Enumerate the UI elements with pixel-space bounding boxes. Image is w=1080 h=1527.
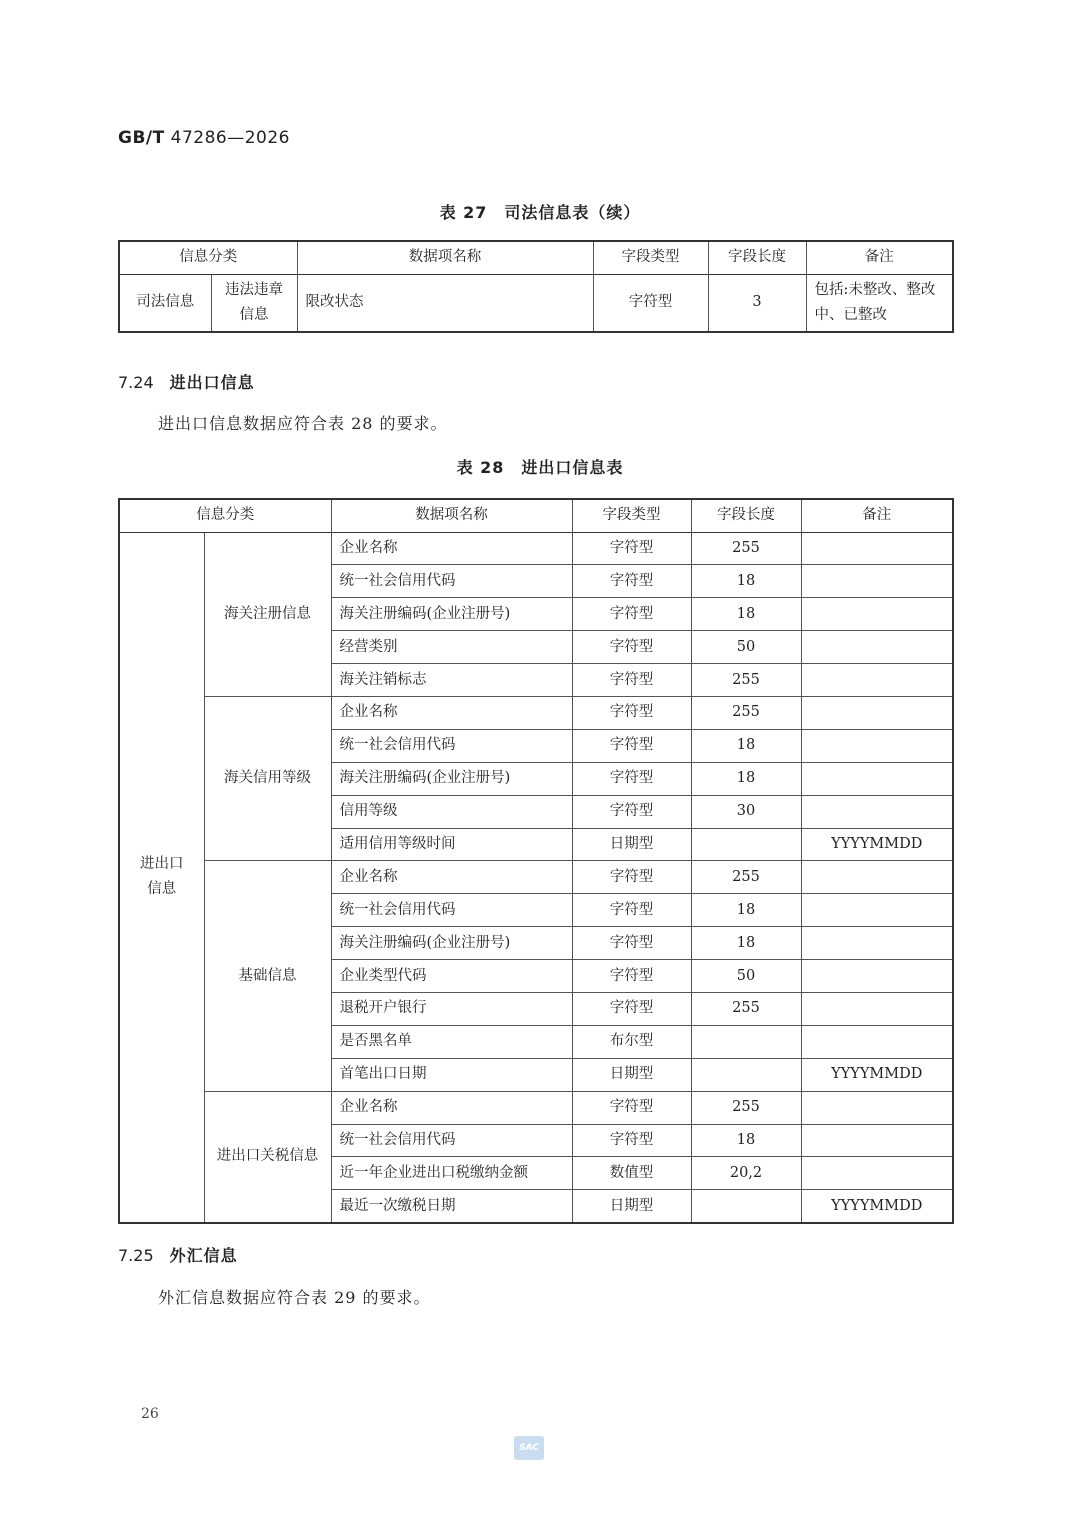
field-length-cell: 50 (691, 960, 801, 993)
section-title: 外汇信息 (169, 1246, 238, 1265)
item-name-cell: 适用信用等级时间 (331, 828, 572, 861)
field-type-cell: 日期型 (572, 1190, 691, 1223)
note-cell (801, 927, 953, 960)
table-row (119, 532, 953, 565)
table-body (119, 532, 953, 1223)
category-cell: 进出口信息 (119, 532, 204, 1223)
field-length-cell: 255 (691, 992, 801, 1025)
field-type-cell: 字符型 (572, 894, 691, 927)
sac-logo: SAC (514, 1436, 544, 1460)
item-name-cell: 限改状态 (297, 274, 593, 332)
table-28-caption: 表 28 进出口信息表 (456, 458, 624, 477)
table-row (119, 861, 953, 894)
note-cell: YYYYMMDD (801, 1190, 953, 1223)
field-length-cell: 255 (691, 532, 801, 565)
table-header-row (119, 241, 953, 274)
field-length-cell: 18 (691, 565, 801, 598)
table-row (119, 1091, 953, 1124)
field-type-cell: 字符型 (572, 1091, 691, 1124)
field-type-cell: 字符型 (572, 861, 691, 894)
field-length-cell (691, 1058, 801, 1091)
header-note: 备注 (806, 241, 953, 274)
table-28 (118, 498, 954, 1224)
field-length-cell: 3 (708, 274, 806, 332)
header-field-length: 字段长度 (708, 241, 806, 274)
field-length-cell: 50 (691, 631, 801, 664)
note-cell (801, 1124, 953, 1157)
note-cell (801, 565, 953, 598)
field-type-cell: 字符型 (572, 696, 691, 729)
header-note: 备注 (801, 499, 953, 532)
field-length-cell: 255 (691, 664, 801, 697)
item-name-cell: 企业名称 (331, 532, 572, 565)
header-field-type: 字段类型 (572, 499, 691, 532)
field-type-cell: 布尔型 (572, 1025, 691, 1058)
header-category: 信息分类 (119, 241, 297, 274)
section-heading (118, 1243, 238, 1266)
section-number: 7.25 (118, 1246, 154, 1265)
field-type-cell: 数值型 (572, 1157, 691, 1190)
header-item-name: 数据项名称 (297, 241, 593, 274)
subcategory-cell: 基础信息 (204, 861, 331, 1091)
field-type-cell: 日期型 (572, 828, 691, 861)
note-cell (801, 664, 953, 697)
subcategory-cell: 海关注册信息 (204, 532, 331, 696)
field-type-cell: 字符型 (572, 960, 691, 993)
table-27-caption: 表 27 司法信息表（续） (439, 203, 641, 222)
subcategory-cell: 进出口关税信息 (204, 1091, 331, 1223)
item-name-cell: 海关注册编码(企业注册号) (331, 598, 572, 631)
note-cell (801, 992, 953, 1025)
item-name-cell: 是否黑名单 (331, 1025, 572, 1058)
field-length-cell: 255 (691, 861, 801, 894)
field-length-cell: 18 (691, 729, 801, 762)
subcategory-cell: 违法违章信息 (211, 274, 297, 332)
field-type-cell: 字符型 (572, 664, 691, 697)
section-title: 进出口信息 (169, 373, 255, 392)
item-name-cell: 首笔出口日期 (331, 1058, 572, 1091)
item-name-cell: 统一社会信用代码 (331, 1124, 572, 1157)
section-paragraph: 进出口信息数据应符合表 28 的要求。 (158, 414, 448, 433)
item-name-cell: 企业名称 (331, 861, 572, 894)
field-length-cell: 255 (691, 696, 801, 729)
header-item-name: 数据项名称 (331, 499, 572, 532)
field-length-cell: 18 (691, 894, 801, 927)
field-type-cell: 字符型 (572, 1124, 691, 1157)
item-name-cell: 海关注销标志 (331, 664, 572, 697)
note-cell (801, 861, 953, 894)
item-name-cell: 近一年企业进出口税缴纳金额 (331, 1157, 572, 1190)
field-length-cell: 20,2 (691, 1157, 801, 1190)
field-length-cell (691, 828, 801, 861)
field-type-cell: 字符型 (572, 565, 691, 598)
item-name-cell: 退税开户银行 (331, 992, 572, 1025)
section-heading (118, 370, 255, 393)
field-type-cell: 字符型 (572, 762, 691, 795)
field-type-cell: 字符型 (572, 729, 691, 762)
field-length-cell: 18 (691, 927, 801, 960)
item-name-cell: 企业名称 (331, 1091, 572, 1124)
header-category: 信息分类 (119, 499, 331, 532)
field-length-cell: 30 (691, 795, 801, 828)
item-name-cell: 最近一次缴税日期 (331, 1190, 572, 1223)
note-cell (801, 894, 953, 927)
note-cell (801, 729, 953, 762)
standard-code-prefix: GB/T (118, 128, 165, 148)
note-cell (801, 795, 953, 828)
field-type-cell: 字符型 (593, 274, 708, 332)
item-name-cell: 统一社会信用代码 (331, 565, 572, 598)
field-length-cell (691, 1025, 801, 1058)
note-cell (801, 1025, 953, 1058)
item-name-cell: 经营类别 (331, 631, 572, 664)
header-field-length: 字段长度 (691, 499, 801, 532)
item-name-cell: 统一社会信用代码 (331, 729, 572, 762)
item-name-cell: 信用等级 (331, 795, 572, 828)
standard-code-number: 47286—2026 (170, 128, 290, 148)
field-length-cell: 18 (691, 762, 801, 795)
item-name-cell: 企业名称 (331, 696, 572, 729)
item-name-cell: 企业类型代码 (331, 960, 572, 993)
field-type-cell: 字符型 (572, 598, 691, 631)
note-cell (801, 960, 953, 993)
note-cell (801, 1157, 953, 1190)
field-length-cell (691, 1190, 801, 1223)
note-cell (801, 532, 953, 565)
field-type-cell: 字符型 (572, 795, 691, 828)
field-type-cell: 字符型 (572, 927, 691, 960)
note-cell: YYYYMMDD (801, 1058, 953, 1091)
item-name-cell: 统一社会信用代码 (331, 894, 572, 927)
table-header-row (119, 499, 953, 532)
field-length-cell: 255 (691, 1091, 801, 1124)
field-length-cell: 18 (691, 598, 801, 631)
standard-code (118, 128, 290, 148)
note-cell (801, 762, 953, 795)
category-cell: 司法信息 (119, 274, 211, 332)
subcategory-cell: 海关信用等级 (204, 696, 331, 860)
table-row (119, 696, 953, 729)
note-cell (801, 631, 953, 664)
header-field-type: 字段类型 (593, 241, 708, 274)
item-name-cell: 海关注册编码(企业注册号) (331, 927, 572, 960)
note-cell (801, 696, 953, 729)
note-cell (801, 598, 953, 631)
item-name-cell: 海关注册编码(企业注册号) (331, 762, 572, 795)
field-type-cell: 日期型 (572, 1058, 691, 1091)
note-cell: 包括:未整改、整改中、已整改 (806, 274, 953, 332)
field-type-cell: 字符型 (572, 532, 691, 565)
note-cell (801, 1091, 953, 1124)
table-row (119, 274, 953, 332)
page-number: 26 (141, 1406, 159, 1422)
field-length-cell: 18 (691, 1124, 801, 1157)
table-27 (118, 240, 954, 333)
section-paragraph: 外汇信息数据应符合表 29 的要求。 (158, 1288, 431, 1307)
field-type-cell: 字符型 (572, 631, 691, 664)
note-cell: YYYYMMDD (801, 828, 953, 861)
field-type-cell: 字符型 (572, 992, 691, 1025)
section-number: 7.24 (118, 373, 154, 392)
